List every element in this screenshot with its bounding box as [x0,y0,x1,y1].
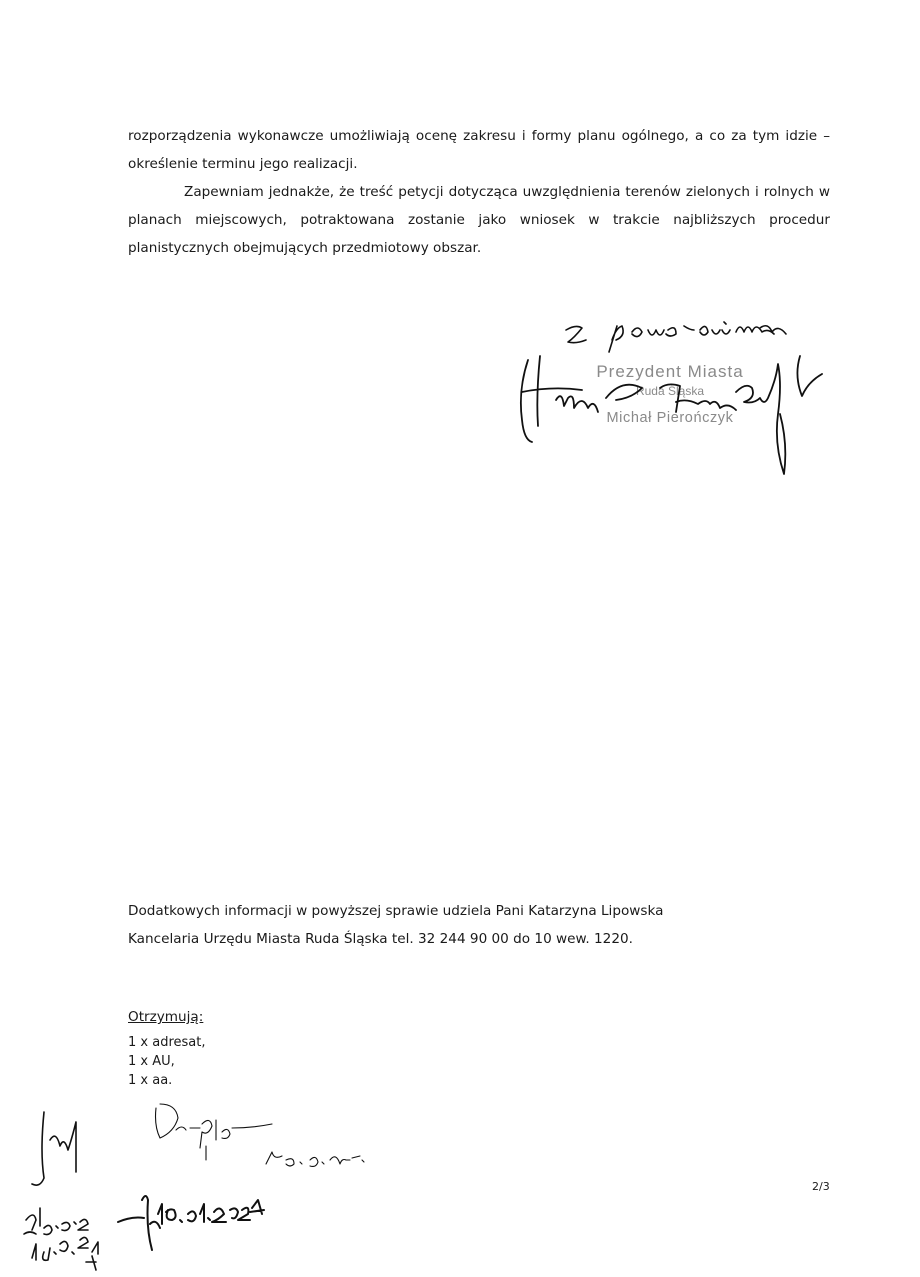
stamp-title: Prezydent Miasta [596,362,744,381]
stamp-name: Michał Pierończyk [606,410,734,426]
contact-line-1: Dodatkowych informacji w powyższej sprawie udziela Pani Katarzyna Lipowska [128,903,664,919]
contact-line-2: Kancelaria Urzędu Miasta Ruda Śląska tel. 32 244 90 00 do 10 wew. 1220. [128,931,633,947]
letter-body [128,122,830,262]
recipient-item: 1 x adresat, [128,1035,206,1050]
closing-handwriting [566,322,786,352]
recipients-list [128,1008,205,1090]
stamp-city: Ruda Śląska [635,384,705,398]
recipients-header: Otrzymują: [128,1009,204,1025]
paragraph-1: rozporządzenia wykonawcze umożliwiają ocenę zakresu i formy planu ogólnego, a co za tym idzie – określenie terminu jego realizacji. [128,128,830,172]
middle-annotation [156,1104,365,1167]
margin-annotations [24,1112,98,1270]
recipient-item: 1 x AU, [128,1054,175,1069]
contact-information [128,897,663,953]
signature-stamp [560,362,780,426]
recipient-item: 1 x aa. [128,1073,173,1088]
bottom-annotation [118,1196,264,1250]
paragraph-2: Zapewniam jednakże, że treść petycji dotycząca uwzględnienia terenów zielonych i rolnych w planach miejscowych, potraktowana zostanie jako wniosek w trakcie najbliższych procedur planistycznych obejmujących przedmiotowy obszar. [128,184,830,256]
page-number: 2/3 [812,1180,830,1193]
